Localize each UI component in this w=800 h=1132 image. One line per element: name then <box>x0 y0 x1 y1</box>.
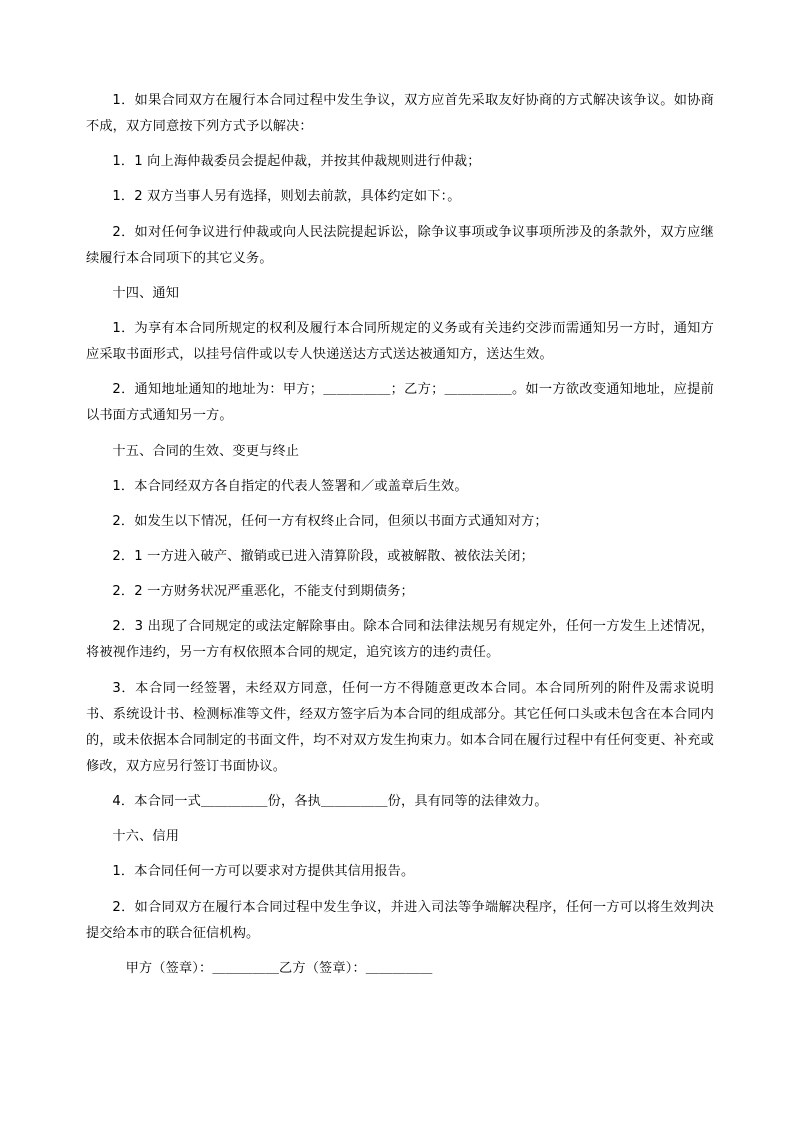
section-heading: 十四、通知 <box>112 285 180 301</box>
paragraph: 2．2 一方财务状况严重恶化，不能支付到期债务； <box>112 584 414 600</box>
paragraph: 1．2 双方当事人另有选择，则划去前款，具体约定如下：。 <box>112 189 461 205</box>
paragraph: 2．如对任何争议进行仲裁或向人民法院提起诉讼，除争议事项或争议事项所涉及的条款外，双方应继续履行本合同项下的其它义务。 <box>86 224 714 266</box>
paragraph: 2．通知地址通知的地址为：甲方；＿＿＿＿＿；乙方；＿＿＿＿＿。如一方欲改变通知地址，应提前以书面方式通知另一方。 <box>86 382 714 424</box>
section-heading: 十五、合同的生效、变更与终止 <box>112 443 300 459</box>
paragraph: 2．3 出现了合同规定的或法定解除事由。除本合同和法律法规另有规定外，任何一方发生上述情况，将被视作违约，另一方有权依照本合同的规定，追究该方的违约责任。 <box>86 619 714 661</box>
paragraph: 4．本合同一式＿＿＿＿＿份，各执＿＿＿＿＿份，具有同等的法律效力。 <box>112 794 548 810</box>
paragraph: 1．本合同经双方各自指定的代表人签署和／或盖章后生效。 <box>112 478 468 494</box>
paragraph: 1．如果合同双方在履行本合同过程中发生争议，双方应首先采取友好协商的方式解决该争议。如协商不成，双方同意按下列方式予以解决： <box>86 93 714 135</box>
document-body <box>86 88 714 982</box>
section-heading: 十六、信用 <box>112 829 180 845</box>
paragraph: 3．本合同一经签署，未经双方同意，任何一方不得随意更改本合同。本合同所列的附件及需求说明书、系统设计书、检测标准等文件，经双方签字后为本合同的组成部分。其它任何口头或未包含在本合同内的，或未依据本合同制定的书面文件，均不对双方发生拘束力。如本合同在履行过程中有任何变更、补充或修改，双方应另行签订书面协议。 <box>86 680 714 774</box>
paragraph: 2．如合同双方在履行本合同过程中发生争议，并进入司法等争端解决程序，任何一方可以将生效判决提交给本市的联合征信机构。 <box>86 899 714 941</box>
signature-line: 甲方（签章）：＿＿＿＿＿乙方（签章）：＿＿＿＿＿ <box>125 960 433 976</box>
paragraph: 1．为享有本合同所规定的权利及履行本合同所规定的义务或有关违约交涉而需通知另一方时，通知方应采取书面形式，以挂号信件或以专人快递送达方式送达被通知方，送达生效。 <box>86 320 714 363</box>
paragraph: 2．1 一方进入破产、撤销或已进入清算阶段，或被解散、被依法关闭； <box>112 548 534 564</box>
paragraph: 1．本合同任何一方可以要求对方提供其信用报告。 <box>112 864 415 880</box>
paragraph: 1．1 向上海仲裁委员会提起仲裁，并按其仲裁规则进行仲裁； <box>112 154 481 170</box>
paragraph: 2．如发生以下情况，任何一方有权终止合同，但须以书面方式通知对方； <box>112 513 548 529</box>
